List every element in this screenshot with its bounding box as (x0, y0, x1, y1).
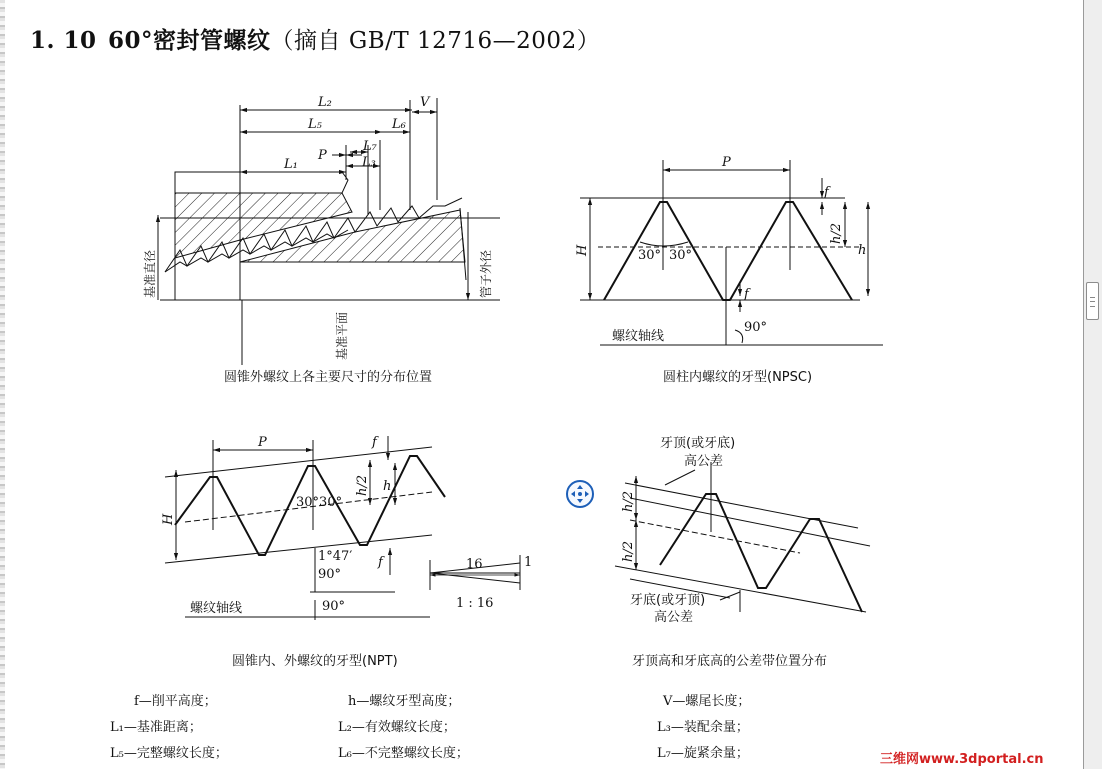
fig2-label-30b: 30° (669, 248, 693, 263)
fig1-label-p: P (318, 148, 327, 163)
figure-3-caption: 圆锥内、外螺纹的牙型(NPT) (232, 654, 398, 669)
fig2-label-f2: f (744, 287, 749, 302)
figure-4-caption: 牙顶高和牙底高的公差带位置分布 (632, 654, 828, 669)
fig3-label-h-half: h/2 (355, 474, 370, 496)
fig2-label-axis: 螺纹轴线 (612, 329, 665, 344)
fig3-label-90a: 90° (318, 567, 342, 582)
fig1-label-l1: L₁ (284, 157, 298, 172)
fig4-label-bot-1: 牙底(或牙顶) (630, 593, 706, 608)
figure-3-drawing (161, 435, 532, 620)
legend-item: L₆—不完整螺纹长度； (338, 746, 469, 761)
fig4-label-h-half-1: h/2 (621, 490, 636, 512)
fig3-label-angles: 30°30° (296, 495, 343, 510)
vertical-scrollbar[interactable] (1083, 0, 1102, 769)
legend-item: L₃—装配余量； (657, 720, 749, 735)
fig1-label-l2: L₂ (318, 95, 332, 110)
fig2-label-h: h (858, 243, 867, 258)
fig2-label-f: f (824, 185, 829, 200)
watermark: 三维网www.3dportal.cn (880, 752, 1044, 767)
scrollbar-thumb[interactable] (1086, 282, 1099, 320)
fig3-label-taper: 1°47′ (318, 549, 353, 564)
figure-2-drawing (575, 155, 883, 345)
section-number: 1. 10 (30, 27, 97, 54)
fig3-label-90b: 90° (322, 599, 346, 614)
fig2-label-h-half: h/2 (829, 222, 844, 244)
fig4-label-h-half-2: h/2 (621, 540, 636, 562)
fig3-label-f: f (372, 435, 377, 450)
fig3-label-p: P (258, 435, 267, 450)
legend-item: h—螺纹牙型高度； (348, 694, 461, 709)
figure-4-drawing (615, 435, 870, 625)
fig3-label-ratio: 1 : 16 (456, 596, 494, 611)
fig1-label-v: V (420, 95, 430, 110)
legend-item: L₅—完整螺纹长度； (110, 746, 228, 761)
title-text: 60°密封管螺纹 (108, 27, 271, 54)
legend-item: L₇—旋紧余量； (657, 746, 749, 761)
figure-1-drawing (142, 95, 500, 365)
figure-1-caption: 圆锥外螺纹上各主要尺寸的分布位置 (224, 370, 433, 385)
figure-2-caption: 圆柱内螺纹的牙型(NPSC) (663, 370, 813, 385)
pan-navigation-control[interactable] (566, 480, 594, 508)
fig3-label-H: H (161, 513, 176, 525)
fig3-label-f2: f (378, 555, 383, 570)
legend-item: f—削平高度； (134, 694, 217, 709)
fig1-label-l7: L₇ (363, 139, 377, 154)
grip-icon (1090, 297, 1095, 307)
legend-item: L₁—基准距离； (110, 720, 202, 735)
fig2-label-90: 90° (744, 320, 768, 335)
fig4-label-top-2: 高公差 (684, 454, 724, 469)
legend-item: V—螺尾长度； (663, 694, 751, 709)
fig1-label-l3: L₃ (362, 155, 376, 170)
move-arrows-icon (568, 482, 592, 506)
fig1-label-pipe-od: 管子外径 (479, 249, 493, 298)
fig4-label-top-1: 牙顶(或牙底) (660, 436, 736, 451)
fig1-label-ref-dia: 基准直径 (143, 249, 157, 298)
fig2-label-30a: 30° (638, 248, 662, 263)
fig3-label-16: 16 (466, 557, 483, 572)
fig2-label-p: P (722, 155, 731, 170)
fig3-label-axis: 螺纹轴线 (190, 601, 243, 616)
title-source: （摘自 GB/T 12716—2002） (270, 28, 601, 54)
legend-item: L₂—有效螺纹长度； (338, 720, 456, 735)
fig3-label-1: 1 (524, 555, 533, 570)
fig1-label-l5: L₅ (308, 117, 322, 132)
fig1-label-l6: L₆ (392, 117, 406, 132)
fig3-label-h: h (383, 479, 392, 494)
fig1-label-ref-plane: 基准平面 (335, 311, 349, 360)
fig4-label-bot-2: 高公差 (654, 610, 694, 625)
fig2-label-H: H (575, 244, 590, 256)
